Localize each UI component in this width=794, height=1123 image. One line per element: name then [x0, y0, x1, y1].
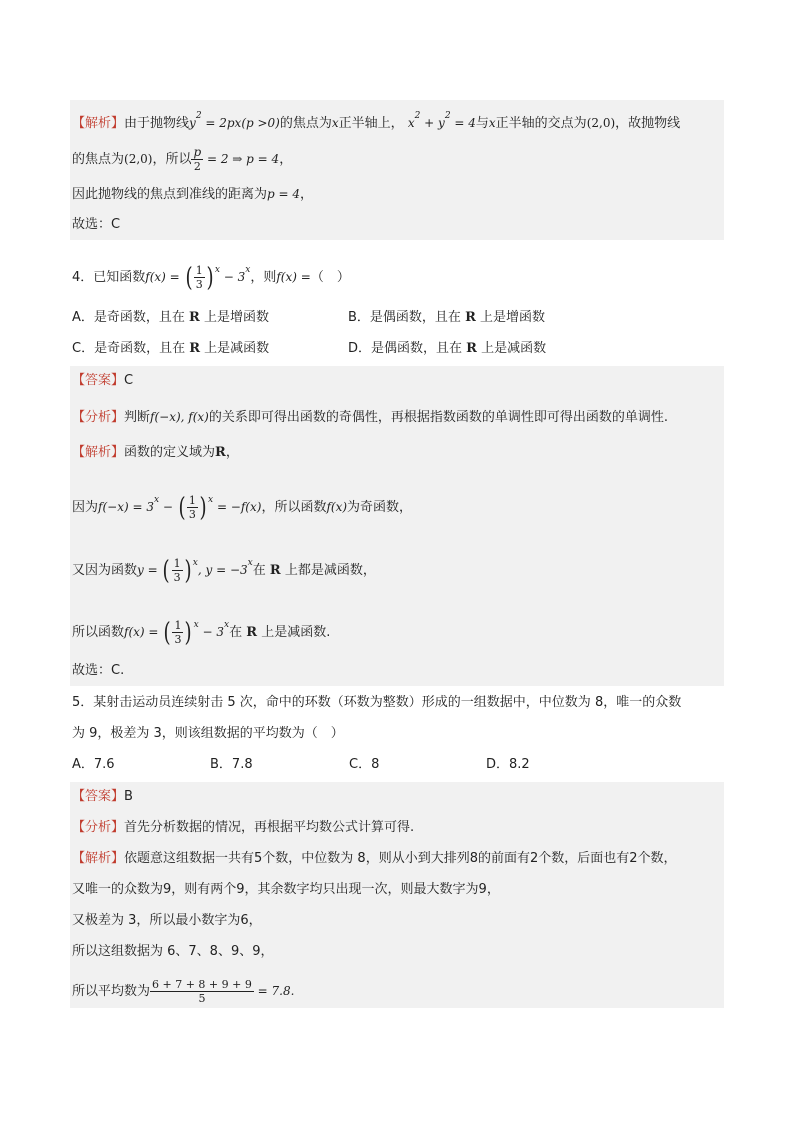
analysis-tag: 【解析】 — [72, 851, 125, 866]
q5-solution-line-5: 所以平均数为 $\frac{6 + 7 + 8 + 9 + 9}{5}$ = 7.8. — [72, 978, 295, 1005]
q5-hint: 【分析】首先分析数据的情况，再根据平均数公式计算可得. — [72, 820, 415, 835]
q4-solution-line-1: 【解析】函数的定义域为R， — [72, 445, 239, 460]
q3-answer-line: 故选：C — [72, 217, 121, 232]
q4-option-d: D．是偶函数，且在 R 上是减函数 — [348, 341, 547, 356]
q5-answer: 【答案】B — [72, 789, 133, 804]
q5-option-c: C．8 — [349, 757, 380, 772]
fraction: $\frac{1}{3}$ — [188, 494, 196, 521]
question-5-line-1: 5．某射击运动员连续射击 5 次，命中的环数（环数为整数）形成的一组数据中，中位数为 8，唯一的众数 — [72, 695, 682, 710]
fraction: $\frac{1}{3}$ — [174, 619, 182, 646]
answer-tag: 【答案】 — [72, 789, 125, 804]
q5-solution-line-2: 又唯一的众数为9，则有两个9，其余数字均只出现一次，则最大数字为9， — [72, 882, 500, 897]
q3-solution-line-3: 因此抛物线的焦点到准线的距离为p = 4， — [72, 187, 314, 202]
fraction: $\frac{p}{2}$ — [193, 145, 202, 173]
analysis-tag: 【解析】 — [72, 445, 125, 460]
q4-final-answer: 故选：C. — [72, 663, 125, 678]
q3-solution-line-1: 【解析】由于抛物线$y^2 = 2px(p >0)$的焦点为x正半轴上， $x^2 + y^2 = 4$与x正半轴的交点为(2,0)，故抛物线 — [72, 111, 681, 131]
analysis-tag: 【解析】 — [72, 116, 125, 131]
q5-option-d: D．8.2 — [486, 757, 530, 772]
fraction: $\frac{1}{3}$ — [195, 264, 203, 291]
question-5-line-2: 为 9，极差为 3，则该组数据的平均数为（ ） — [72, 726, 344, 741]
q4-option-a: A．是奇函数，且在 R 上是增函数 — [72, 310, 270, 325]
q5-solution-line-1: 【解析】依题意这组数据一共有5个数，中位数为 8，则从小到大排列8的前面有2个数，后面也有2个数， — [72, 851, 677, 866]
q5-solution-line-3: 又极差为 3，所以最小数字为6， — [72, 913, 262, 928]
q5-option-a: A．7.6 — [72, 757, 115, 772]
question-4: 4．已知函数f(x) = ( $\frac{1}{3}$ ) $^x - 3^x$，则f(x) =（ ） — [72, 262, 350, 293]
q3-solution-line-2: 的焦点为(2,0)，所以 $\frac{p}{2}$ = 2 ⇒ p = 4， — [72, 145, 293, 173]
fraction: $\frac{1}{3}$ — [173, 557, 181, 584]
q4-option-b: B．是偶函数，且在 R 上是增函数 — [348, 310, 546, 325]
q5-option-b: B．7.8 — [210, 757, 253, 772]
q4-answer: 【答案】C — [72, 373, 134, 388]
q4-solution-line-4: 所以函数f(x) = ( $\frac{1}{3}$ ) $^x - 3^x$在 R 上是减函数. — [72, 617, 331, 648]
hint-tag: 【分析】 — [72, 410, 125, 425]
q4-hint: 【分析】判断f(−x), f(x)的关系即可得出函数的奇偶性，再根据指数函数的单调性即可得出函数的单调性. — [72, 410, 668, 425]
q4-option-c: C．是奇函数，且在 R 上是减函数 — [72, 341, 270, 356]
answer-tag: 【答案】 — [72, 373, 125, 388]
q5-solution-line-4: 所以这组数据为 6、7、8、9、9， — [72, 944, 274, 959]
q4-solution-line-3: 又因为函数y = ( $\frac{1}{3}$ ) $^x$, $y = -3^x$在 R 上都是减函数， — [72, 555, 376, 586]
q4-solution-line-2: 因为$f(-x) = 3^x$ − ( $\frac{1}{3}$ ) $^x$ = −f(x)，所以函数f(x)为奇函数， — [72, 492, 413, 523]
fraction: $\frac{6 + 7 + 8 + 9 + 9}{5}$ — [152, 978, 252, 1005]
hint-tag: 【分析】 — [72, 820, 125, 835]
